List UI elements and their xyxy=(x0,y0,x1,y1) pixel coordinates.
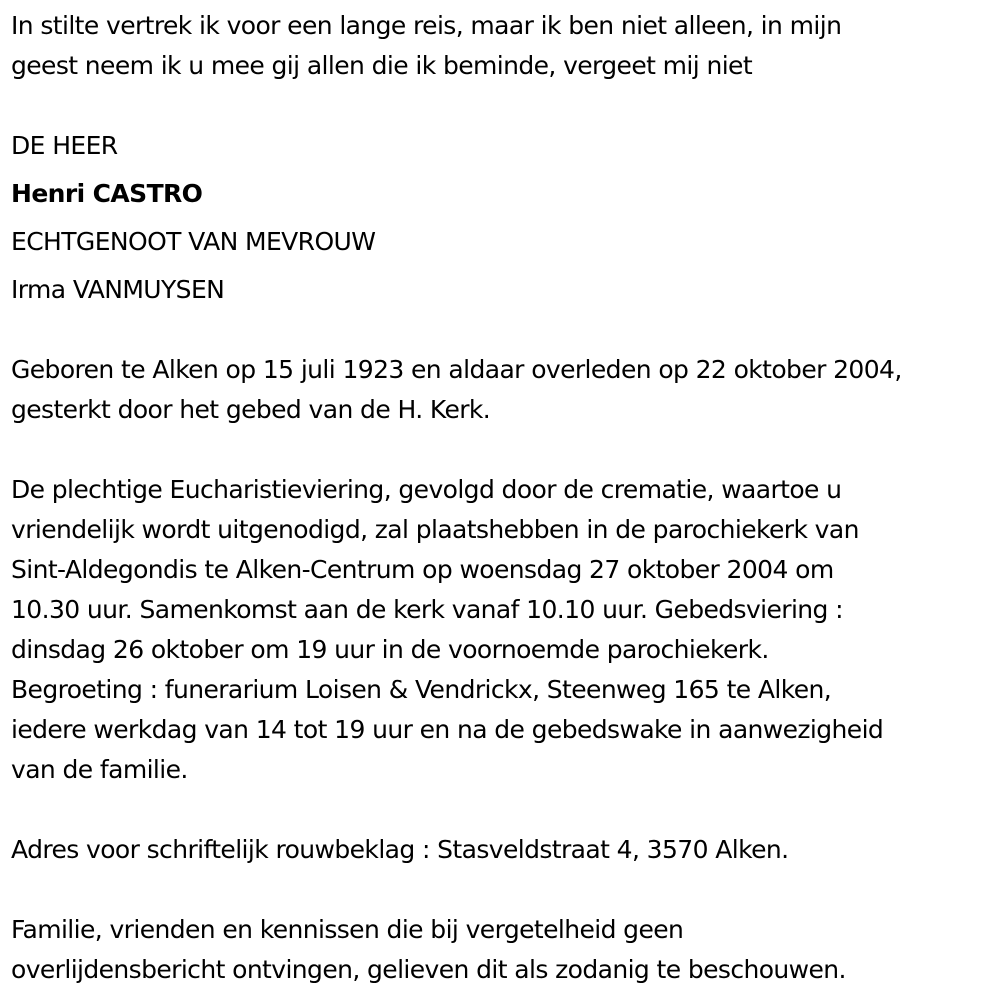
closing-line: overlijdensbericht ontvingen, gelieven dit als zodanig te beschouwen. xyxy=(11,955,846,984)
closing-paragraph xyxy=(11,910,846,990)
ceremony-line: Begroeting : funerarium Loisen & Vendrickx, Steenweg 165 te Alken, xyxy=(11,675,832,704)
birth-death-paragraph xyxy=(11,350,902,430)
quote-line: In stilte vertrek ik voor een lange reis, maar ik ben niet alleen, in mijn xyxy=(11,11,842,40)
person-relation: ECHTGENOOT VAN MEVROUW xyxy=(11,227,376,256)
birth-death-line: gesterkt door het gebed van de H. Kerk. xyxy=(11,395,491,424)
person-name: Henri CASTRO xyxy=(11,179,203,208)
ceremony-line: van de familie. xyxy=(11,755,188,784)
ceremony-line: De plechtige Eucharistieviering, gevolgd door de crematie, waartoe u xyxy=(11,475,842,504)
ceremony-line: 10.30 uur. Samenkomst aan de kerk vanaf 10.10 uur. Gebedsviering : xyxy=(11,595,843,624)
ceremony-line: vriendelijk wordt uitgenodigd, zal plaatshebben in de parochiekerk van xyxy=(11,515,859,544)
spouse-name: Irma VANMUYSEN xyxy=(11,275,225,304)
ceremony-line: iedere werkdag van 14 tot 19 uur en na de gebedswake in aanwezigheid xyxy=(11,715,884,744)
person-title: DE HEER xyxy=(11,131,118,160)
ceremony-paragraph xyxy=(11,470,883,790)
closing-line: Familie, vrienden en kennissen die bij vergetelheid geen xyxy=(11,915,684,944)
quote-line: geest neem ik u mee gij allen die ik beminde, vergeet mij niet xyxy=(11,51,753,80)
address-paragraph xyxy=(11,830,788,870)
ceremony-line: dinsdag 26 oktober om 19 uur in de voornoemde parochiekerk. xyxy=(11,635,769,664)
birth-death-line: Geboren te Alken op 15 juli 1923 en aldaar overleden op 22 oktober 2004, xyxy=(11,355,902,384)
address-line: Adres voor schriftelijk rouwbeklag : Stasveldstraat 4, 3570 Alken. xyxy=(11,835,789,864)
person-block xyxy=(11,122,375,314)
ceremony-line: Sint-Aldegondis te Alken-Centrum op woensdag 27 oktober 2004 om xyxy=(11,555,834,584)
quote-paragraph xyxy=(11,6,841,86)
